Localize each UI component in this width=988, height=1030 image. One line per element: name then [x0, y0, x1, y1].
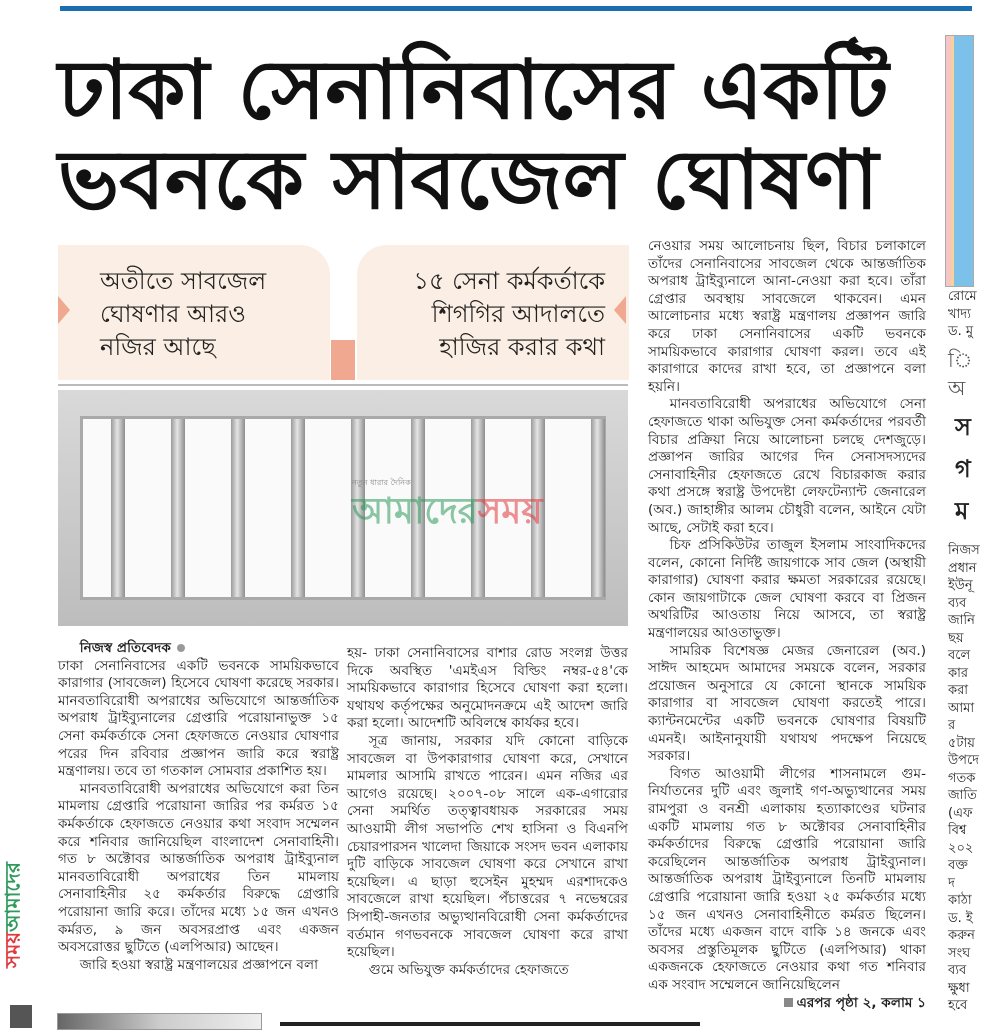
paragraph: হয়- ঢাকা সেনানিবাসের বাশার রোড সংলগ্ন উত্তর দিকে অবস্থিত 'এমইএস বিল্ডিং নম্বর-৫৪'কে সাময়িকভাবে কারাগার হিসেবে ঘোষণা করা হলো। যথাযথ কর্তৃপক্ষের অনুমোদনক্রমে এই আদেশ জারি করা হলো। আদেশটি অবিলম্বে কার্যকর হবে।	[347, 645, 628, 732]
continued-jump-link[interactable]	[762, 995, 926, 1013]
paragraph: সামরিক বিশেষজ্ঞ মেজর জেনারেল (অব.) সাঈদ আহমেদ আমাদের সময়কে বলেন, সরকার প্রয়োজন অনুসারে যে কোনো স্থানকে সাময়িক কারাগার বা সাবজেল ঘোষণা করতেই পারে। ক্যান্টনমেন্টের একটি ভবনকে ঘোষণার বিষয়টি এমনই। আইনানুযায়ী যথাযথ পদক্ষেপ নিয়েছে সরকার।	[648, 642, 926, 765]
side-body-line: ২০২	[948, 840, 974, 856]
side-body-line: ছয়	[948, 630, 964, 646]
headline-line-2: ভবনকে সাবজেল ঘোষণা	[58, 133, 879, 228]
side-body-line: ক্ষুধা	[948, 980, 970, 996]
paragraph: চিফ প্রসিকিউটর তাজুল ইসলাম সাংবাদিকদের বলেন, কোনো নির্দিষ্ট জায়গাকে সাব জেল (অস্থায়ী কারাগার) ঘোষণা করার ক্ষমতা সরকারের রয়েছে। কোন জায়গাটাকে জেল ঘোষণা করবে বা প্রিজন অথরিটির আওতায় নিয়ে আসবে, তা স্বরাষ্ট্র মন্ত্রণালয়ের আওতাভুক্ত।	[648, 537, 926, 642]
paragraph: নেওয়ার সময় আলোচনায় ছিল, বিচার চলাকালে তাঁদের সেনানিবাসের সাবজেল থেকে আন্তর্জাতিক অপরাধ ট্রাইব্যুনালে আনা-নেওয়া করা হবে। তাঁরা গ্রেপ্তার অবস্থায় সাবজেলে থাকবেন। এমন আলোচনার মধ্যে স্বরাষ্ট্র মন্ত্রণালয় প্রজ্ঞাপন জারি করে ঢাকা সেনানিবাসের একটি ভবনকে সাময়িকভাবে কারাগার ঘোষণা করল। তবে এই কারাগারে কাদের রাখা হবে, তা প্রজ্ঞাপনে বলা হয়নি।	[648, 238, 926, 395]
paragraph: মানবতাবিরোধী অপরাধের অভিযোগে করা তিন মামলায় গ্রেপ্তারি পরোয়ানা জারির পর কর্মরত ১৫ কর্মকর্তাকে হেফাজতে নেওয়ার কথা সংবাদ সম্মেলন করে শনিবার জানিয়েছিল বাংলাদেশ সেনাবাহিনী। গত ৮ অক্টোবর আন্তর্জাতিক অপরাধ ট্রাইব্যুনাল মানবতাবিরোধী অপরাধের তিন মামলায় সেনাবাহিনীর ২৫ কর্মকর্তার বিরুদ্ধে গ্রেপ্তারি পরোয়ানা জারি করে। তাঁদের মধ্যে ১৫ জন এখনও কর্মরত, ৯ জন অবসরপ্রাপ্ত এবং একজন অবসরোত্তর ছুটিতে (এলপিআর) আছেন।	[58, 780, 339, 956]
side-body-line: হবে	[948, 998, 968, 1013]
paragraph-text: বিগত আওয়ামী লীগের শাসনামলে গুম-নির্যাতনের দুটি এবং জুলাই গণ-অভ্যুত্থানের সময় রামপুরা ও বনশ্রী এলাকায় হত্যাকাণ্ডের ঘটনার একটি মামলায় গত ৮ অক্টোবর সেনাবাহিনীর কর্মকর্তাদের বিরুদ্ধে গ্রেপ্তারি পরোয়ানা জারি করেছিলেন আন্তর্জাতিক অপরাধ ট্রাইব্যুনাল। আন্তর্জাতিক অপরাধ ট্রাইব্যুনালে তিনটি মামলায় গ্রেপ্তারি পরোয়ানা জারি হওয়া ২৫ কর্মকর্তার মধ্যে ১৫ জন এখনও সেনাবাহিনীতে কর্মরত ছিলেন। তাঁদের মধ্যে একজন বাদে বাকি ১৪ জনকে এবং অবসর প্রস্তুতিমূলক ছুটিতে (এলপিআর) থাকা একজনকে হেফাজতে নেওয়ার কথা গত শনিবার এক সংবাদ সম্মেলনে জানিয়েছিলেন	[648, 765, 926, 993]
jail-bar	[231, 419, 245, 597]
pull-quote-past-subjail	[58, 245, 330, 380]
pull-quote-line: অতীতে সাবজেল	[100, 267, 267, 295]
side-body-line: নিজস	[948, 543, 980, 558]
paragraph: জারি হওয়া স্বরাষ্ট্র মন্ত্রণালয়ের প্রজ্ঞাপনে বলা	[79, 956, 319, 973]
side-body-line: প্রধান	[948, 560, 977, 576]
side-body-line: আমা	[948, 700, 975, 716]
divider	[58, 384, 628, 386]
side-body-line: ব্যব	[948, 595, 967, 611]
paragraph	[648, 765, 926, 1011]
side-body-line: গতক	[948, 770, 976, 786]
side-body-line: করুন	[948, 928, 975, 943]
watermark-logo-part2: সময়	[477, 491, 543, 532]
side-body-line: কাঠা	[948, 893, 972, 908]
caption-line: রোমে	[948, 289, 977, 304]
side-body-line: জাতি	[948, 788, 977, 803]
vertical-newspaper-logo	[2, 835, 28, 995]
accent-square	[331, 340, 355, 380]
side-body-line: করা	[948, 683, 969, 698]
page-marker	[10, 1005, 32, 1028]
article-column-2	[347, 645, 628, 979]
square-bullet-icon	[784, 998, 793, 1007]
pull-quote-officers-court	[357, 245, 629, 380]
byline	[58, 640, 339, 658]
pull-quote-arrow-icon	[58, 296, 70, 324]
side-body-line: উপদে	[948, 753, 980, 768]
side-body-line: কার	[948, 665, 969, 681]
jail-bar	[291, 419, 305, 597]
side-story-photo	[945, 35, 974, 287]
pull-quote-line: ১৫ সেনা কর্মকর্তাকে	[413, 267, 605, 295]
bottom-story-photo	[57, 1013, 262, 1030]
side-story-headline-2: গ	[955, 455, 971, 483]
caption-line: ড. মু	[948, 324, 974, 339]
pull-quote-line: হাজির করার কথা	[439, 333, 605, 361]
side-body-line: বক্ত	[948, 858, 968, 873]
side-body-line: ইউনূ	[948, 578, 973, 593]
side-body-line: ড. ই	[948, 910, 973, 926]
article-column-1	[58, 640, 339, 974]
jump-text: এরপর পৃষ্ঠা ২, কলাম ১	[796, 994, 926, 1011]
kicker-line: অ	[948, 376, 966, 400]
pull-quote-line: ঘোষণার আরও	[100, 300, 246, 328]
byline-text: নিজস্ব প্রতিবেদক	[79, 640, 171, 656]
logo-part2: সময়	[0, 931, 25, 968]
pull-quote-line: নজির আছে	[100, 333, 216, 361]
side-body-line: (এফ	[948, 805, 973, 821]
caption-line: খাদ্য	[948, 306, 971, 322]
side-body-line: র	[948, 718, 956, 733]
watermark-logo-part1: আমাদের	[352, 491, 478, 532]
article-column-3	[648, 238, 926, 1012]
paragraph: ঢাকা সেনানিবাসের একটি ভবনকে সাময়িকভাবে কারাগার (সাবজেল) হিসেবে ঘোষণা করেছে সরকার। মানবতাবিরোধী অপরাধের অভিযোগে আন্তর্জাতিক অপরাধ ট্রাইব্যুনালের গ্রেপ্তারি পরোয়ানাভুক্ত ১৫ সেনা কর্মকর্তাকে সেনা হেফাজতে নেওয়ার ঘোষণার পরের দিন রবিবার প্রজ্ঞাপন জারি করে স্বরাষ্ট্র মন্ত্রণালয়। তবে তা গতকাল সোমবার প্রকাশিত হয়।	[58, 657, 339, 780]
side-body-line: ব্যব	[948, 963, 967, 978]
side-story-body	[948, 542, 988, 1015]
paragraph: মানবতাবিরোধী অপরাধের অভিযোগে সেনা হেফাজতে থাকা অভিযুক্ত সেনা কর্মকর্তাদের পরবর্তী বিচার প্রক্রিয়া নিয়ে আলোচনা চলছে দেশজুড়ে। প্রজ্ঞাপন জারির আগের দিন সেনাসদস্যদের সেনাবাহিনীর হেফাজতে রেখে বিচারকাজ করার কথা প্রসঙ্গে স্বরাষ্ট্র উপদেষ্টা লেফটেন্যান্ট জেনারেল (অব.) জাহাঙ্গীর আলম চৌধুরী বলেন, আইনে যেটা আছে, সেটাই করা হবে।	[648, 396, 926, 536]
watermark-tagline: নতুন ধারার দৈনিক	[352, 478, 411, 487]
bottom-story-headline	[280, 1022, 700, 1026]
pull-quote-arrow-icon	[614, 296, 626, 324]
side-body-line: দ	[948, 875, 955, 891]
jail-bar	[111, 419, 125, 597]
paragraph: গুমে অভিযুক্ত কর্মকর্তাদের হেফাজতে	[368, 961, 569, 978]
jail-bar	[171, 419, 185, 597]
watermark-logo	[352, 491, 543, 533]
kicker-line: ি	[948, 348, 973, 372]
side-story-kicker	[948, 346, 988, 402]
side-body-line: জানি	[948, 613, 975, 628]
headline-line-1: ঢাকা সেনানিবাসের একটি	[58, 43, 889, 138]
watermark	[352, 478, 622, 538]
side-body-line: বিশ্ব	[948, 823, 967, 838]
side-story-headline-1: স	[955, 413, 971, 441]
logo-part1: আমাদের	[0, 862, 25, 932]
side-body-line: সংঘ	[948, 945, 971, 961]
bullet-icon	[177, 644, 185, 652]
side-body-line: ৫টায়	[948, 735, 975, 751]
top-rule	[60, 6, 972, 11]
pull-quote-line: শিগগির আদালতে	[431, 300, 605, 328]
side-story-headline-3: ম	[955, 497, 969, 525]
side-body-line: বলে	[948, 648, 971, 663]
paragraph: সূত্র জানায়, সরকার যদি কোনো বাড়িকে সাবজেল বা উপকারাগার ঘোষণা করে, সেখানে মামলার আসামি রাখতে পারেন। এমন নজির এর আগেও রয়েছে। ২০০৭-০৮ সালে এক-এগারোর সেনা সমর্থিত তত্ত্বাবধায়ক সরকারের সময় আওয়ামী লীগ সভাপতি শেখ হাসিনা ও বিএনপি চেয়ারপারসন খালেদা জিয়াকে সংসদ ভবন এলাকায় দুটি বাড়িকে সাবজেল ঘোষণা করে সেখানে রাখা হয়েছিল। এ ছাড়া হুসেইন মুহম্মদ এরশাদকেও সাবজেলে রাখা হয়েছিল। পঁচাত্তরের ৭ নভেম্বরের সিপাহী-জনতার অভ্যুত্থানবিরোধী সেনা কর্মকর্তাদের বর্তমান গণভবনকে সাবজেল ঘোষণা করে রাখা হয়েছিল।	[347, 732, 628, 961]
side-story-caption	[948, 288, 988, 341]
headline	[58, 43, 938, 228]
